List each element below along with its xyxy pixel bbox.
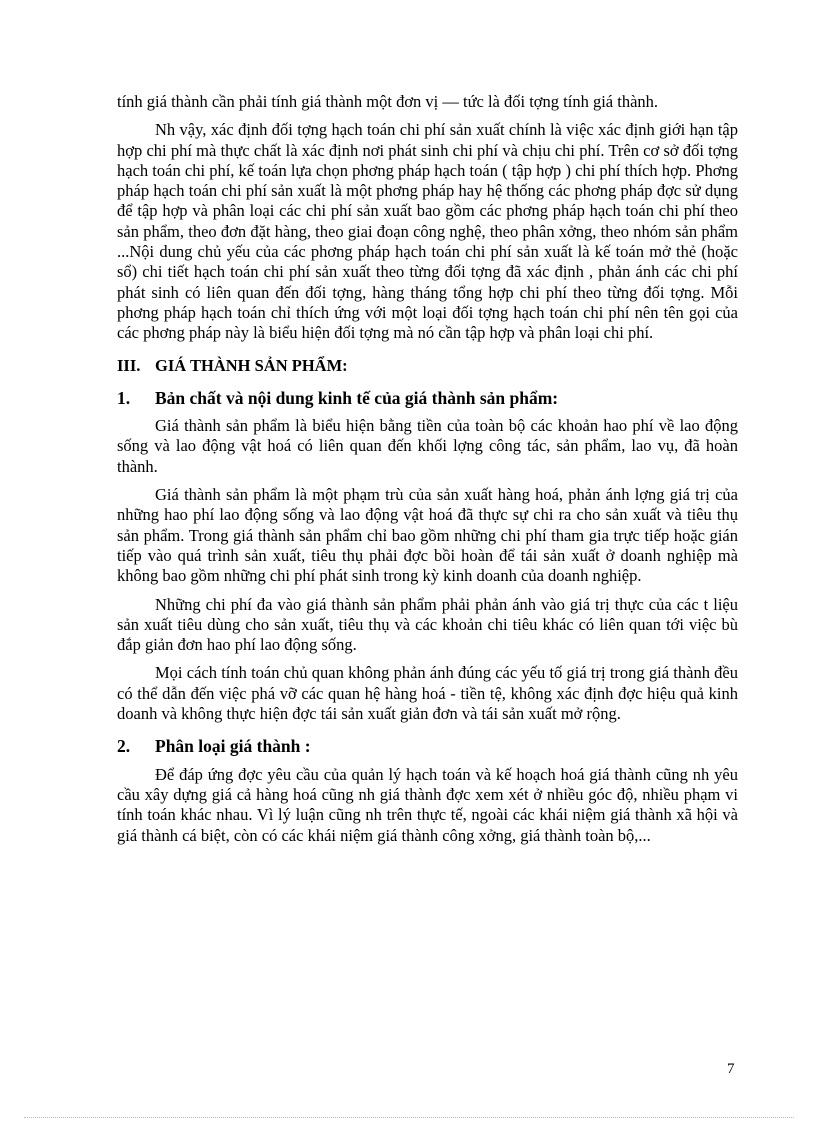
subsection-heading-2 bbox=[117, 736, 738, 756]
paragraph-subjective-calc: Mọi cách tính toán chủ quan không phản ánh đúng các yếu tố giá trị trong giá thành đều có thể dẫn đến việc phá vỡ các quan hệ hàng hoá - tiền tệ, không xác định đợc hiệu quả kinh doanh và không thực hiện đợc tái sản xuất giản đơn và tái sản xuất mở rộng. bbox=[117, 663, 738, 724]
paragraph-continuation: tính giá thành cần phải tính giá thành một đơn vị — tức là đối tợng tính giá thành. bbox=[117, 92, 659, 111]
page-bottom-divider bbox=[24, 1117, 794, 1118]
subsection-heading-1 bbox=[117, 388, 738, 408]
section-title: GIÁ THÀNH SẢN PHẨM: bbox=[155, 355, 348, 375]
subsection-number: 2. bbox=[117, 736, 131, 757]
paragraph-definition: Giá thành sản phẩm là biểu hiện bằng tiền của toàn bộ các khoản hao phí về lao động sống và lao động vật hoá có liên quan đến khối lợng công tác, sản phẩm, lao vụ, đã hoàn thành. bbox=[117, 416, 738, 476]
subsection-title: Bản chất và nội dung kinh tế của giá thành sản phẩm: bbox=[155, 387, 559, 408]
subsection-title: Phân loại giá thành : bbox=[155, 736, 311, 757]
page-number: 7 bbox=[727, 1061, 735, 1077]
paragraph-category: Giá thành sản phẩm là một phạm trù của sản xuất hàng hoá, phản ánh lợng giá trị của những hao phí lao động sống và lao động vật hoá đã thực sự chi ra cho sản xuất và tiêu thụ sản phẩm. Trong giá thành sản phẩm chỉ bao gồm những chi phí tham gia trực tiếp hoặc gián tiếp vào quá trình sản xuất, tiêu thụ phải đợc bồi hoàn để tái sản xuất ở doanh nghiệp mà không bao gồm những chi phí phát sinh trong kỳ kinh doanh của doanh nghiệp. bbox=[117, 485, 738, 586]
section-heading-iii bbox=[117, 356, 738, 376]
subsection-number: 1. bbox=[117, 387, 131, 408]
document-page bbox=[117, 92, 738, 846]
paragraph-classification: Để đáp ứng đợc yêu cầu của quản lý hạch toán và kế hoạch hoá giá thành cũng nh yêu cầu xây dựng giá cả hàng hoá cũng nh giá thành đợc xem xét ở nhiều góc độ, nhiều phạm vi tính toán khác nhau. Vì lý luận cũng nh trên thực tế, ngoài các khái niệm giá thành xã hội và giá thành cá biệt, còn có các khái niệm giá thành công xởng, giá thành toàn bộ,... bbox=[117, 764, 738, 845]
paragraph-cost-object: Nh vậy, xác định đối tợng hạch toán chi phí sản xuất chính là việc xác định giới hạn tập hợp chi phí mà thực chất là xác định nơi phát sinh chi phí và chịu chi phí. Trên cơ sở đối tợng hạch toán chi phí, kế toán lựa chọn phơng pháp hạch toán ( tập hợp ) chi phí thích hợp. Phơng pháp hạch toán chi phí sản xuất là một phơng pháp hay hệ thống các phơng pháp đợc sử dụng để tập hợp và phân loại các chi phí sản xuất bao gồm các phơng pháp hạch toán chi phí theo sản phẩm, theo đơn đặt hàng, theo giai đoạn công nghệ, theo phân xởng, theo nhóm sản phẩm ...Nội dung chủ yếu của các phơng pháp hạch toán chi phí sản xuất là kế toán mở thẻ (hoặc sổ) chi tiết hạch toán chi phí sản xuất theo từng đối tợng đã xác định , phản ánh các chi phí phát sinh có liên quan đến đối tợng, hàng tháng tổng hợp chi phí theo từng đối tợng. Mỗi phơng pháp hạch toán chỉ thích ứng với một loại đối tợng hạch toán chi phí nên tên gọi của các phơng pháp này là biểu hiện đối tợng mà nó cần tập hợp và phân loại chi phí. bbox=[117, 120, 738, 343]
section-number: III. bbox=[117, 355, 141, 375]
paragraph-costs-included: Những chi phí đa vào giá thành sản phẩm phải phản ánh vào giá trị thực của các t liệu sản xuất tiêu dùng cho sản xuất, tiêu thụ và các khoản chi tiêu khác có liên quan tới việc bù đắp giản đơn hao phí lao động sống. bbox=[117, 594, 738, 655]
